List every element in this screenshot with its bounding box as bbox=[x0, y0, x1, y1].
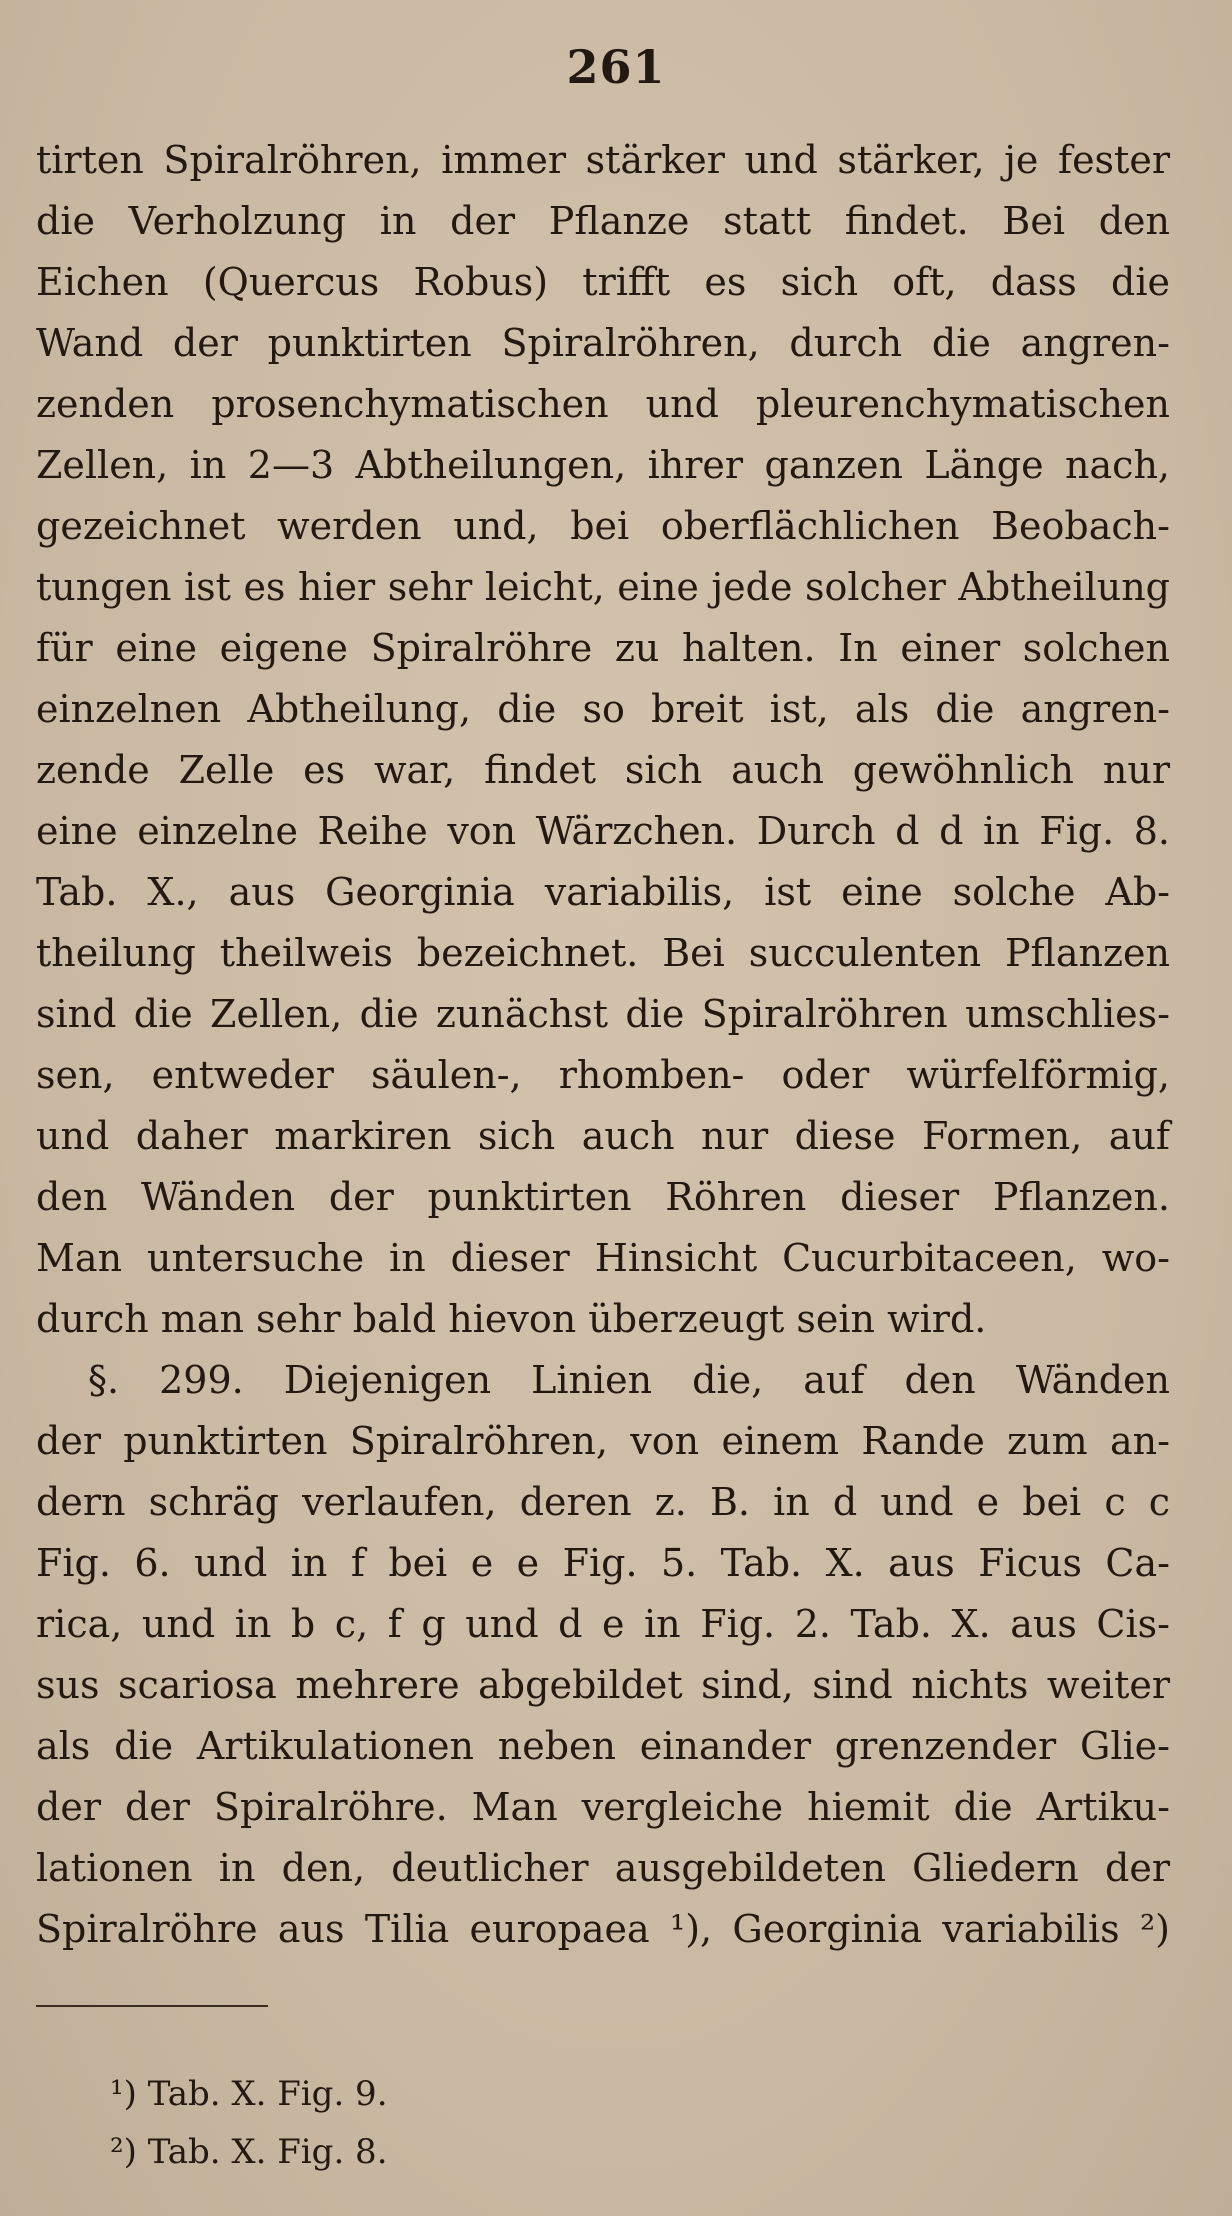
text-line: den Wänden der punktirten Röhren dieser Pflanzen. bbox=[36, 1175, 1170, 1219]
footnote: ¹) Tab. X. Fig. 9. bbox=[110, 2074, 388, 2114]
text-line: Eichen (Quercus Robus) trifft es sich oft, dass die bbox=[36, 260, 1170, 304]
text-line: dern schräg verlaufen, deren z. B. in d und e bei c c bbox=[36, 1480, 1170, 1524]
page-number: 261 bbox=[566, 40, 666, 94]
text-line: zende Zelle es war, findet sich auch gewöhnlich nur bbox=[36, 748, 1170, 792]
text-line: Tab. X., aus Georginia variabilis, ist eine solche Ab- bbox=[36, 870, 1170, 914]
text-line: gezeichnet werden und, bei oberflächlichen Beobach- bbox=[36, 504, 1170, 548]
body-text bbox=[36, 130, 1170, 1960]
footnote: ²) Tab. X. Fig. 8. bbox=[110, 2132, 388, 2172]
text-line: Fig. 6. und in f bei e e Fig. 5. Tab. X. aus Ficus Ca- bbox=[36, 1541, 1170, 1585]
text-line: sus scariosa mehrere abgebildet sind, sind nichts weiter bbox=[36, 1663, 1170, 1707]
text-line: die Verholzung in der Pflanze statt findet. Bei den bbox=[36, 199, 1170, 243]
text-line: Wand der punktirten Spiralröhren, durch die angren- bbox=[36, 321, 1170, 365]
text-line: einzelnen Abtheilung, die so breit ist, als die angren- bbox=[36, 687, 1170, 731]
text-line: lationen in den, deutlicher ausgebildeten Gliedern der bbox=[36, 1846, 1170, 1890]
footnotes bbox=[110, 2065, 388, 2181]
text-line: und daher markiren sich auch nur diese Formen, auf bbox=[36, 1114, 1170, 1158]
text-line: rica, und in b c, f g und d e in Fig. 2. Tab. X. aus Cis- bbox=[36, 1602, 1170, 1646]
text-line: Man untersuche in dieser Hinsicht Cucurbitaceen, wo- bbox=[36, 1236, 1170, 1280]
text-line: durch man sehr bald hievon überzeugt sein wird. bbox=[36, 1297, 987, 1341]
text-line: der punktirten Spiralröhren, von einem Rande zum an- bbox=[36, 1419, 1170, 1463]
text-line: tirten Spiralröhren, immer stärker und stärker, je fester bbox=[36, 138, 1170, 182]
section-heading-line: §. 299. Diejenigen Linien die, auf den Wänden bbox=[88, 1358, 1170, 1402]
text-line: Zellen, in 2—3 Abtheilungen, ihrer ganzen Länge nach, bbox=[36, 443, 1170, 487]
footnote-divider bbox=[36, 2005, 268, 2007]
text-line: theilung theilweis bezeichnet. Bei succulenten Pflanzen bbox=[36, 931, 1170, 975]
text-line: sind die Zellen, die zunächst die Spiralröhren umschlies- bbox=[36, 992, 1170, 1036]
text-line: sen, entweder säulen-, rhomben- oder würfelförmig, bbox=[36, 1053, 1170, 1097]
text-line: Spiralröhre aus Tilia europaea ¹), Georginia variabilis ²) bbox=[36, 1907, 1170, 1951]
text-line: eine einzelne Reihe von Wärzchen. Durch d d in Fig. 8. bbox=[36, 809, 1170, 853]
text-line: der der Spiralröhre. Man vergleiche hiemit die Artiku- bbox=[36, 1785, 1170, 1829]
text-line: tungen ist es hier sehr leicht, eine jede solcher Abtheilung bbox=[36, 565, 1170, 609]
text-line: für eine eigene Spiralröhre zu halten. In einer solchen bbox=[36, 626, 1170, 670]
text-line: als die Artikulationen neben einander grenzender Glie- bbox=[36, 1724, 1170, 1768]
text-line: zenden prosenchymatischen und pleurenchymatischen bbox=[36, 382, 1170, 426]
